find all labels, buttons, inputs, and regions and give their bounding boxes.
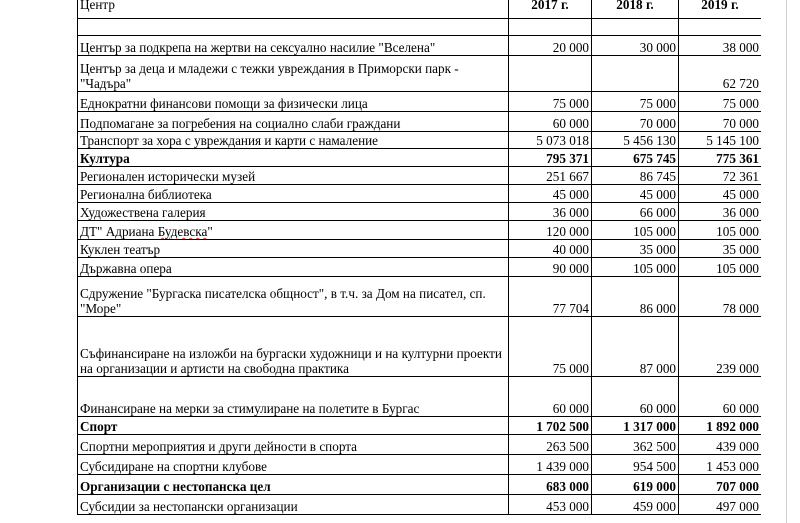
row-value-2017: 75 000 [509, 92, 592, 112]
row-name-part: " [207, 224, 213, 239]
table-row [78, 185, 762, 203]
row-value-2018: 105 000 [592, 221, 679, 240]
row-value-2017: 683 000 [509, 475, 592, 495]
row-value-2018: 954 500 [592, 455, 679, 475]
table-row [78, 240, 762, 258]
header-cell-2019: 2019 г. [679, 0, 762, 19]
table-row-section [78, 149, 762, 167]
section-name: Организации с нестопанска цел [78, 475, 509, 495]
table-row [78, 435, 762, 455]
row-value-2018: 30 000 [592, 36, 679, 56]
table-row [78, 167, 762, 185]
row-value-2019 [679, 19, 762, 36]
row-name: Куклен театър [78, 240, 509, 258]
row-value-2017: 60 000 [509, 377, 592, 417]
row-value-2018: 87 000 [592, 317, 679, 377]
row-value-2017: 90 000 [509, 258, 592, 277]
row-value-2019: 36 000 [679, 203, 762, 221]
table-row [78, 56, 762, 92]
row-value-2019: 439 000 [679, 435, 762, 455]
row-name: Субсидии за нестопански организации [78, 495, 509, 515]
row-value-2019: 72 361 [679, 167, 762, 185]
row-name-part: ДТ" Адриана [80, 224, 158, 239]
row-value-2017: 120 000 [509, 221, 592, 240]
row-value-2018: 70 000 [592, 112, 679, 132]
row-value-2018: 75 000 [592, 92, 679, 112]
row-name: Център за деца и младежи с тежки увреждания в Приморски парк - "Чадъра" [78, 56, 509, 92]
row-value-2019: 45 000 [679, 185, 762, 203]
table-row [78, 132, 762, 149]
section-name: Спорт [78, 417, 509, 435]
row-value-2019: 70 000 [679, 112, 762, 132]
row-name: Регионален исторически музей [78, 167, 509, 185]
row-value-2019: 60 000 [679, 377, 762, 417]
table-row [78, 112, 762, 132]
row-value-2018: 362 500 [592, 435, 679, 455]
row-value-2017: 60 000 [509, 112, 592, 132]
row-value-2019: 497 000 [679, 495, 762, 515]
window-right-edge [786, 0, 787, 523]
row-name: Спортни мероприятия и други дейности в спорта [78, 435, 509, 455]
row-value-2017: 40 000 [509, 240, 592, 258]
row-value-2018 [592, 19, 679, 36]
row-value-2018: 675 745 [592, 149, 679, 167]
row-value-2018: 619 000 [592, 475, 679, 495]
row-value-2019: 35 000 [679, 240, 762, 258]
row-name: Сдружение "Бургаска писателска общност", в т.ч. за Дом на писател, сп. "Море" [78, 277, 509, 317]
row-value-2018: 66 000 [592, 203, 679, 221]
table-row [78, 221, 762, 240]
section-name: Култура [78, 149, 509, 167]
table-row [78, 317, 762, 377]
row-name: Транспорт за хора с увреждания и карти с намаление [78, 132, 509, 149]
header-cell-2017: 2017 г. [509, 0, 592, 19]
table-row [78, 92, 762, 112]
header-cell-2018: 2018 г. [592, 0, 679, 19]
table-row [78, 495, 762, 515]
row-value-2019: 239 000 [679, 317, 762, 377]
table-row [78, 36, 762, 56]
row-name: Художествена галерия [78, 203, 509, 221]
row-value-2019: 1 453 000 [679, 455, 762, 475]
row-name: Подпомагане за погребения на социално слаби граждани [78, 112, 509, 132]
row-value-2019: 775 361 [679, 149, 762, 167]
table-row [78, 455, 762, 475]
row-value-2017: 36 000 [509, 203, 592, 221]
row-value-2017: 1 439 000 [509, 455, 592, 475]
row-value-2017: 77 704 [509, 277, 592, 317]
row-value-2019: 75 000 [679, 92, 762, 112]
row-name: Финансиране на мерки за стимулиране на полетите в Бургас [78, 377, 509, 417]
document-page [77, 0, 761, 523]
row-value-2018: 60 000 [592, 377, 679, 417]
row-name [78, 19, 509, 36]
table-row-section [78, 475, 762, 495]
table-row [78, 19, 762, 36]
row-value-2017: 795 371 [509, 149, 592, 167]
row-value-2018: 86 000 [592, 277, 679, 317]
row-value-2018: 459 000 [592, 495, 679, 515]
row-name: Еднократни финансови помощи за физически лица [78, 92, 509, 112]
row-name [78, 221, 509, 240]
row-value-2019: 105 000 [679, 221, 762, 240]
row-name: Субсидиране на спортни клубове [78, 455, 509, 475]
row-value-2017: 45 000 [509, 185, 592, 203]
row-value-2019: 707 000 [679, 475, 762, 495]
header-cell-name: Центр [78, 0, 509, 19]
row-value-2018: 45 000 [592, 185, 679, 203]
row-value-2019: 105 000 [679, 258, 762, 277]
row-value-2018: 105 000 [592, 258, 679, 277]
row-name: Съфинансиране на изложби на бургаски художници и на културни проекти на организации и артисти на свободна практика [78, 317, 509, 377]
budget-table [77, 0, 761, 515]
row-value-2019: 38 000 [679, 36, 762, 56]
row-value-2017 [509, 19, 592, 36]
row-name: Регионална библиотека [78, 185, 509, 203]
table-header-row [78, 0, 762, 19]
row-value-2017: 263 500 [509, 435, 592, 455]
row-value-2017: 5 073 018 [509, 132, 592, 149]
row-value-2017: 1 702 500 [509, 417, 592, 435]
row-value-2018: 1 317 000 [592, 417, 679, 435]
table-row [78, 203, 762, 221]
row-name: Център за подкрепа на жертви на сексуално насилие "Вселена" [78, 36, 509, 56]
row-value-2017: 20 000 [509, 36, 592, 56]
row-value-2019: 1 892 000 [679, 417, 762, 435]
row-value-2017 [509, 56, 592, 92]
table-row-section [78, 417, 762, 435]
row-value-2019: 78 000 [679, 277, 762, 317]
row-value-2019: 62 720 [679, 56, 762, 92]
spellcheck-underlined-word: Будевска [157, 224, 208, 239]
row-value-2018: 86 745 [592, 167, 679, 185]
table-row [78, 277, 762, 317]
row-value-2017: 453 000 [509, 495, 592, 515]
row-value-2018: 5 456 130 [592, 132, 679, 149]
table-row [78, 377, 762, 417]
table-row [78, 258, 762, 277]
row-value-2018 [592, 56, 679, 92]
row-value-2018: 35 000 [592, 240, 679, 258]
row-value-2019: 5 145 100 [679, 132, 762, 149]
row-name: Държавна опера [78, 258, 509, 277]
row-value-2017: 75 000 [509, 317, 592, 377]
row-value-2017: 251 667 [509, 167, 592, 185]
